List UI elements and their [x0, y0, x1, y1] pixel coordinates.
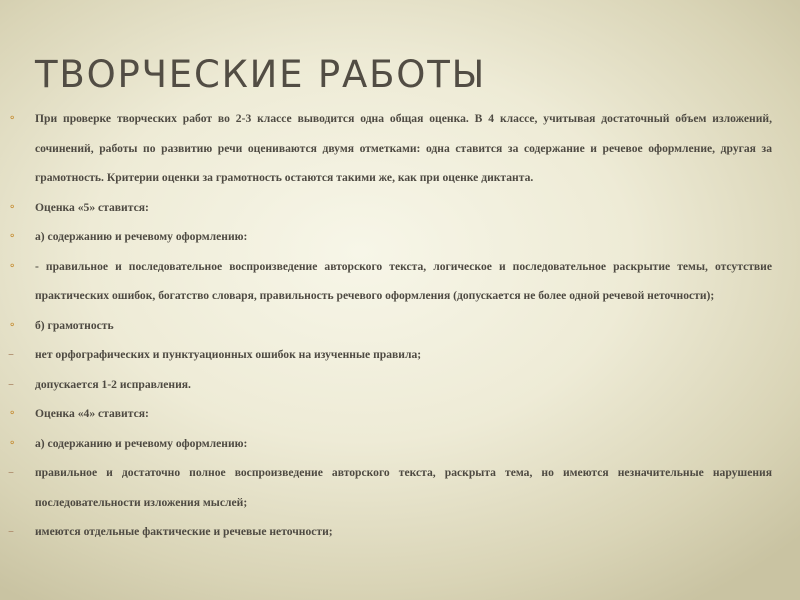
list-item-text: а) содержанию и речевому оформлению:: [35, 230, 248, 243]
list-item-text: б) грамотность: [35, 318, 114, 332]
list-item: [8, 193, 772, 223]
dash-bullet-icon: –: [8, 347, 14, 361]
slide-content: [8, 104, 772, 547]
list-item-text: Оценка «5» ставится:: [35, 200, 149, 214]
list-item-text: Оценка «4» ставится:: [35, 407, 149, 420]
slide-title: ТВОРЧЕСКИЕ РАБОТЫ: [35, 53, 487, 96]
bullet-icon: ⚬: [8, 319, 17, 331]
list-item: [8, 399, 772, 429]
list-item: [8, 458, 772, 517]
list-item-text: - правильное и последовательное воспроизведение авторского текста, логическое и последовательное раскрытие темы, отсутствие практических ошибок, богатство словаря, правильность речевого оформления (допускается не более одной речевой неточности);: [35, 259, 772, 302]
list-item: [8, 517, 772, 547]
list-item: [8, 104, 772, 193]
list-item: [8, 222, 772, 252]
bullet-icon: ⚬: [8, 260, 17, 272]
list-item: [8, 252, 772, 311]
bullet-icon: ⚬: [8, 113, 17, 124]
dash-bullet-icon: –: [8, 524, 14, 538]
dash-bullet-icon: –: [8, 465, 14, 479]
list-item-text: а) содержанию и речевому оформлению:: [35, 436, 248, 450]
bullet-icon: ⚬: [8, 437, 17, 449]
list-item: [8, 311, 772, 341]
list-item-text: допускается 1-2 исправления.: [35, 377, 191, 391]
bullet-icon: ⚬: [8, 231, 17, 242]
list-item-text: правильное и достаточно полное воспроизведение авторского текста, раскрыта тема, но имеются незначительные нарушения последовательности изложения мыслей;: [35, 466, 772, 509]
list-item-text: имеются отдельные фактические и речевые неточности;: [35, 525, 333, 538]
list-item-text: При проверке творческих работ во 2-3 классе выводится одна общая оценка. В 4 классе, учитывая достаточный объем изложений, сочинений, работы по развитию речи оцениваются двумя отметками: одна ставится за содержание и речевое оформление, другая за грамотность. Критерии оценки за грамотность остаются такими же, как при оценке диктанта.: [35, 112, 772, 184]
bullet-icon: ⚬: [8, 201, 17, 213]
list-item-text: нет орфографических и пунктуационных ошибок на изученные правила;: [35, 348, 422, 361]
list-item: [8, 340, 772, 370]
bullet-icon: ⚬: [8, 408, 17, 419]
list-item: [8, 429, 772, 459]
dash-bullet-icon: –: [8, 376, 14, 391]
list-item: [8, 370, 772, 400]
